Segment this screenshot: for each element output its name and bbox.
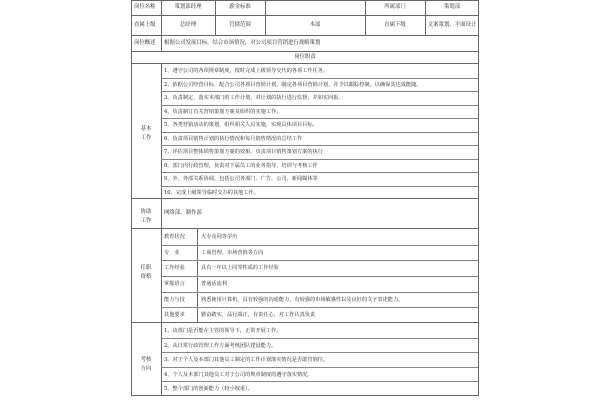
duty-item: 6、负责项目销售计划的执行情况和每月销售情况的总结工作 <box>164 135 303 142</box>
duty-item: 7、评估项目整体销售策划方案的效果，负责项目销售策划方案的执行 <box>164 149 323 155</box>
dept-value: 策划部 <box>443 4 461 11</box>
duties-section-title: 岗位职责 <box>294 54 316 61</box>
assessment-item: 3、对于个人及本部门其他员工制定的工作计划落实情况是否敢管到位。 <box>164 357 329 364</box>
qualification-value: 普通话流利 <box>201 281 227 287</box>
overview-row <box>131 36 479 52</box>
duty-divider <box>161 118 479 119</box>
position-name-label: 岗位名称 <box>134 4 156 11</box>
assessment-divider <box>161 338 479 339</box>
assessment-divider <box>161 352 479 353</box>
qualification-value: 具有一年以上同等性质的工作经验 <box>201 265 279 272</box>
assessment-divider <box>161 367 479 368</box>
qualification-divider <box>161 307 479 308</box>
header-row-1 <box>131 0 479 16</box>
qualification-divider <box>161 260 479 261</box>
qualification-key: 掌握语言 <box>164 281 185 287</box>
duty-divider <box>161 91 479 92</box>
superior-value: 总经理 <box>179 22 197 29</box>
qualifications-block <box>131 229 479 323</box>
assessment-item: 1、该部门是否能在主管的领导下，正常开展工作。 <box>164 328 282 334</box>
duties-block <box>131 64 479 199</box>
qualification-value: 熟悉使用计算机，具有较强的沟通能力，有较强的市场敏感性以及良好的文字表述能力。 <box>201 296 404 303</box>
coordination-label: 协助 工作 <box>140 209 152 224</box>
qualifications-label: 任职 资格 <box>140 265 152 280</box>
duty-divider <box>161 186 479 187</box>
duty-divider <box>161 105 479 106</box>
assessment-divider <box>161 381 479 382</box>
duty-divider <box>161 145 479 146</box>
duty-divider <box>161 172 479 173</box>
duty-item: 9、外、外部关系协调，包括公司各部门、广告、公司、新闻媒体等 <box>164 176 318 182</box>
superior-label: 直属上级 <box>134 22 156 29</box>
overview-text: 根据公司发展目标，结合市场情况，对公司项目营销进行战略策划 <box>164 40 321 47</box>
qualification-value: 工商管理、市场营销等方向 <box>201 249 264 256</box>
qualification-key: 能力与技 <box>164 296 185 303</box>
duty-item: 5、各类营销活动的策划，组织相关人员实施，实现具体项目目标。 <box>164 122 318 128</box>
duties-label: 基本 工作 <box>140 126 152 141</box>
overview-label: 岗位概述 <box>134 40 156 47</box>
assessment-item: 4、个人及本部门其他员工对于公司的规章制度的遵守落实情况。 <box>164 371 313 378</box>
position-name-value: 策划部经理 <box>174 4 202 11</box>
assessment-item: 2、从日常行政管理工作方面考核团队建设能力。 <box>164 342 277 349</box>
subordinate-label: 直属下级 <box>384 22 406 29</box>
duty-divider <box>161 159 479 160</box>
duty-item: 10、完成上级领导临时交办的其他工作。 <box>164 189 259 196</box>
assessment-block <box>131 323 479 396</box>
duty-item: 8、部门内行政管理，负责对下属员工的业务指导，培训与考核工作 <box>164 162 318 169</box>
dept-label: 所属部门 <box>384 4 406 11</box>
qualification-value: 大专及同等学历 <box>201 234 238 240</box>
scope-value: 本部 <box>309 22 321 29</box>
salary-label: 薪金标准 <box>229 4 251 11</box>
duty-divider <box>161 132 479 133</box>
scope-label: 管辖范围 <box>229 22 251 29</box>
duty-item: 2、依据公司经营目标，配合公司各项目营销计划，制定各项目营销计划，并予以跟踪控制，以确保其达成能随。 <box>164 81 422 88</box>
duty-item: 1、遵守公司的各项规章制度，按时完成上级领导交代的各项工作任务。 <box>164 68 329 74</box>
duties-title-row <box>131 52 479 64</box>
qualification-key: 其他要求 <box>164 312 185 319</box>
coordination-row <box>131 199 479 229</box>
qualification-divider <box>161 245 479 246</box>
header-row-2 <box>131 16 479 36</box>
job-description-sheet <box>131 0 479 396</box>
qualification-divider <box>161 292 479 293</box>
qualification-key: 工作经验 <box>164 265 185 272</box>
assessment-item: 5、整个部门的创新能力（较小权重）。 <box>164 386 253 393</box>
qualification-key: 专 业 <box>164 249 180 256</box>
coordination-text: 网络部、制作部 <box>164 210 202 217</box>
duty-item: 4、负责制订有关营销策划方案及组织的实施工作。 <box>164 108 282 115</box>
qualification-divider <box>161 276 479 277</box>
qualification-value: 勤奋踏实，品行端正，有责任心，对工作认真负责 <box>201 312 316 319</box>
assessment-label: 考核 方向 <box>140 357 152 372</box>
subordinate-value: 文案策划、平面设计 <box>427 22 477 29</box>
qualification-key: 教育状况 <box>164 234 185 240</box>
salary-value <box>265 0 365 15</box>
duty-divider <box>161 78 479 79</box>
duty-item: 3、负责制定、落实本部门的工作计划，对计划的执行进行监督，并如实回报。 <box>164 95 344 101</box>
